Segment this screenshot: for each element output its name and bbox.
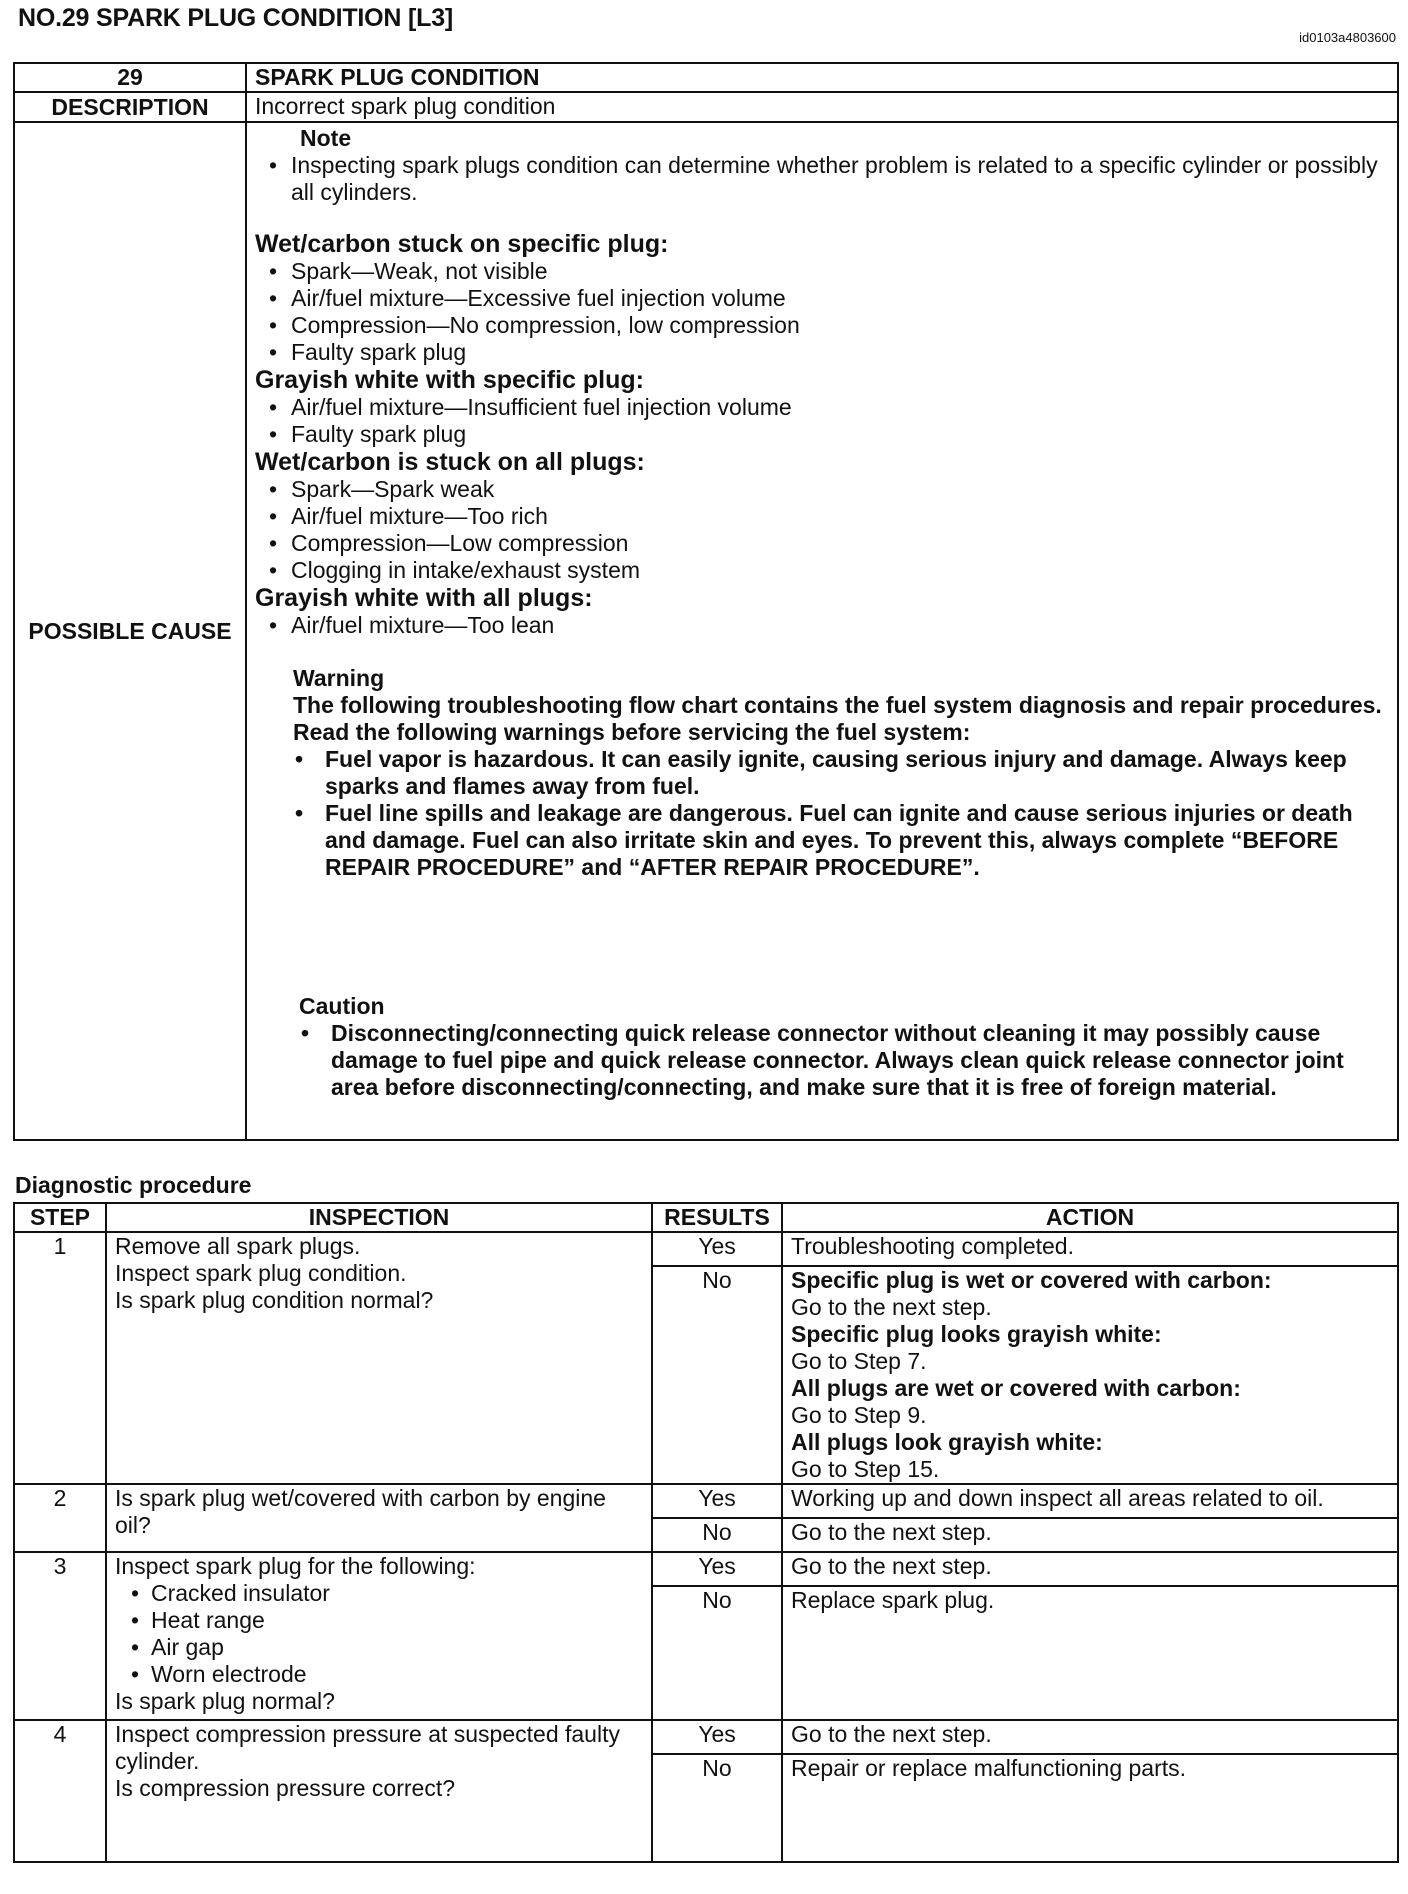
cause-item: • Compression—Low compression xyxy=(255,530,1389,557)
description-row xyxy=(14,92,1398,122)
inspection-item: • Cracked insulator xyxy=(115,1580,643,1607)
inspection-line: Inspect compression pressure at suspected faulty cylinder. xyxy=(115,1721,620,1774)
warning-text: The following troubleshooting flow chart contains the fuel system diagnosis and repair procedures. Read the following warnings before servicing the fuel system: xyxy=(293,692,1382,745)
inspection-item: • Heat range xyxy=(115,1607,643,1634)
action-goto: Go to Step 15. xyxy=(791,1456,940,1482)
step-number: 2 xyxy=(14,1484,106,1552)
cause-item: • Air/fuel mixture—Too rich xyxy=(255,503,1389,530)
cause-group-list xyxy=(255,394,1389,448)
inspection-line: Inspect spark plug for the following: xyxy=(115,1553,476,1579)
note-list xyxy=(255,152,1389,206)
action-goto: Go to Step 7. xyxy=(791,1348,927,1374)
action-condition: Specific plug is wet or covered with carbon: xyxy=(791,1267,1272,1293)
trouble-name: SPARK PLUG CONDITION xyxy=(246,63,1398,92)
step-row xyxy=(14,1720,1398,1754)
cause-group-heading: Wet/carbon stuck on specific plug: xyxy=(255,230,669,258)
action-yes: Go to the next step. xyxy=(782,1720,1398,1754)
cause-item: • Faulty spark plug xyxy=(255,421,1389,448)
inspection-line: Is spark plug condition normal? xyxy=(115,1287,434,1313)
action-no xyxy=(782,1266,1398,1484)
action-no: Go to the next step. xyxy=(782,1518,1398,1552)
result-no: No xyxy=(652,1754,782,1862)
info-table xyxy=(13,62,1399,1141)
step-row xyxy=(14,1232,1398,1266)
result-yes: Yes xyxy=(652,1232,782,1266)
diagnostic-header-row xyxy=(14,1203,1398,1232)
possible-cause-content xyxy=(246,122,1398,1140)
diagnostic-table xyxy=(13,1202,1399,1863)
result-no: No xyxy=(652,1586,782,1720)
step-row xyxy=(14,1552,1398,1586)
header-action: ACTION xyxy=(782,1203,1398,1232)
inspection-line: Is spark plug normal? xyxy=(115,1688,335,1714)
cause-group-list xyxy=(255,612,1389,639)
cause-item: • Clogging in intake/exhaust system xyxy=(255,557,1389,584)
inspection-line: Remove all spark plugs. xyxy=(115,1233,361,1259)
warning-list xyxy=(293,746,1389,881)
cause-item: • Compression—No compression, low compression xyxy=(255,312,1389,339)
step-number: 4 xyxy=(14,1720,106,1862)
description-text: Incorrect spark plug condition xyxy=(246,92,1398,122)
step-inspection xyxy=(106,1552,652,1720)
cause-item: • Faulty spark plug xyxy=(255,339,1389,366)
cause-item: • Spark—Spark weak xyxy=(255,476,1389,503)
caution-block xyxy=(299,993,1389,1101)
cause-item: • Air/fuel mixture—Too lean xyxy=(255,612,1389,639)
possible-cause-label: POSSIBLE CAUSE xyxy=(14,122,246,1140)
cause-item: • Air/fuel mixture—Excessive fuel injection volume xyxy=(255,285,1389,312)
result-no: No xyxy=(652,1518,782,1552)
step-inspection xyxy=(106,1232,652,1484)
cause-item: • Spark—Weak, not visible xyxy=(255,258,1389,285)
cause-group-heading: Grayish white with specific plug: xyxy=(255,366,644,394)
step-number: 3 xyxy=(14,1552,106,1720)
caution-item: • Disconnecting/connecting quick release connector without cleaning it may possibly cause damage to fuel pipe and quick release connector. Always clean quick release connector joint area before disconnecting/connecting, and make sure that it is free of foreign material. xyxy=(299,1020,1389,1101)
inspection-line: Inspect spark plug condition. xyxy=(115,1260,407,1286)
action-no: Replace spark plug. xyxy=(782,1586,1398,1720)
result-yes: Yes xyxy=(652,1720,782,1754)
step-inspection: Is spark plug wet/covered with carbon by engine oil? xyxy=(106,1484,652,1552)
action-condition: Specific plug looks grayish white: xyxy=(791,1321,1162,1347)
action-goto: Go to the next step. xyxy=(791,1294,992,1320)
document-id: id0103a4803600 xyxy=(1299,30,1396,45)
possible-cause-row xyxy=(14,122,1398,1140)
cause-item: • Air/fuel mixture—Insufficient fuel injection volume xyxy=(255,394,1389,421)
description-label: DESCRIPTION xyxy=(14,92,246,122)
info-header-row xyxy=(14,63,1398,92)
header-step: STEP xyxy=(14,1203,106,1232)
action-yes: Troubleshooting completed. xyxy=(782,1232,1398,1266)
step-number: 1 xyxy=(14,1232,106,1484)
action-condition: All plugs are wet or covered with carbon: xyxy=(791,1375,1241,1401)
inspection-item: • Air gap xyxy=(115,1634,643,1661)
header-inspection: INSPECTION xyxy=(106,1203,652,1232)
note-item: • Inspecting spark plugs condition can determine whether problem is related to a specific cylinder or possibly all cylinders. xyxy=(255,152,1389,206)
caution-list xyxy=(299,1020,1389,1101)
note-heading: Note xyxy=(300,125,352,151)
cause-group-heading: Wet/carbon is stuck on all plugs: xyxy=(255,448,645,476)
warning-item: • Fuel vapor is hazardous. It can easily ignite, causing serious injury and damage. Always keep sparks and flames away from fuel. xyxy=(293,746,1389,800)
action-condition: All plugs look grayish white: xyxy=(791,1429,1103,1455)
cause-group-heading: Grayish white with all plugs: xyxy=(255,584,593,612)
action-no: Repair or replace malfunctioning parts. xyxy=(782,1754,1398,1862)
action-goto: Go to Step 9. xyxy=(791,1402,927,1428)
inspection-list xyxy=(115,1580,643,1688)
result-yes: Yes xyxy=(652,1484,782,1518)
cause-group-list xyxy=(255,258,1389,366)
warning-item: • Fuel line spills and leakage are dangerous. Fuel can ignite and cause serious injuries or death and damage. Fuel can also irritate skin and eyes. To prevent this, always complete “BEFORE REPAIR PROCEDURE” and “AFTER REPAIR PROCEDURE”. xyxy=(293,800,1389,881)
trouble-number: 29 xyxy=(14,63,246,92)
action-yes: Working up and down inspect all areas related to oil. xyxy=(782,1484,1398,1518)
header-results: RESULTS xyxy=(652,1203,782,1232)
warning-heading: Warning xyxy=(293,665,385,691)
page-title: NO.29 SPARK PLUG CONDITION [L3] xyxy=(18,4,454,32)
step-row xyxy=(14,1484,1398,1518)
cause-group-list xyxy=(255,476,1389,584)
warning-block xyxy=(293,665,1389,881)
action-yes: Go to the next step. xyxy=(782,1552,1398,1586)
result-yes: Yes xyxy=(652,1552,782,1586)
step-inspection xyxy=(106,1720,652,1862)
inspection-line: Is compression pressure correct? xyxy=(115,1775,456,1801)
result-no: No xyxy=(652,1266,782,1484)
caution-heading: Caution xyxy=(299,993,385,1019)
diagnostic-procedure-title: Diagnostic procedure xyxy=(15,1172,252,1198)
inspection-item: • Worn electrode xyxy=(115,1661,643,1688)
